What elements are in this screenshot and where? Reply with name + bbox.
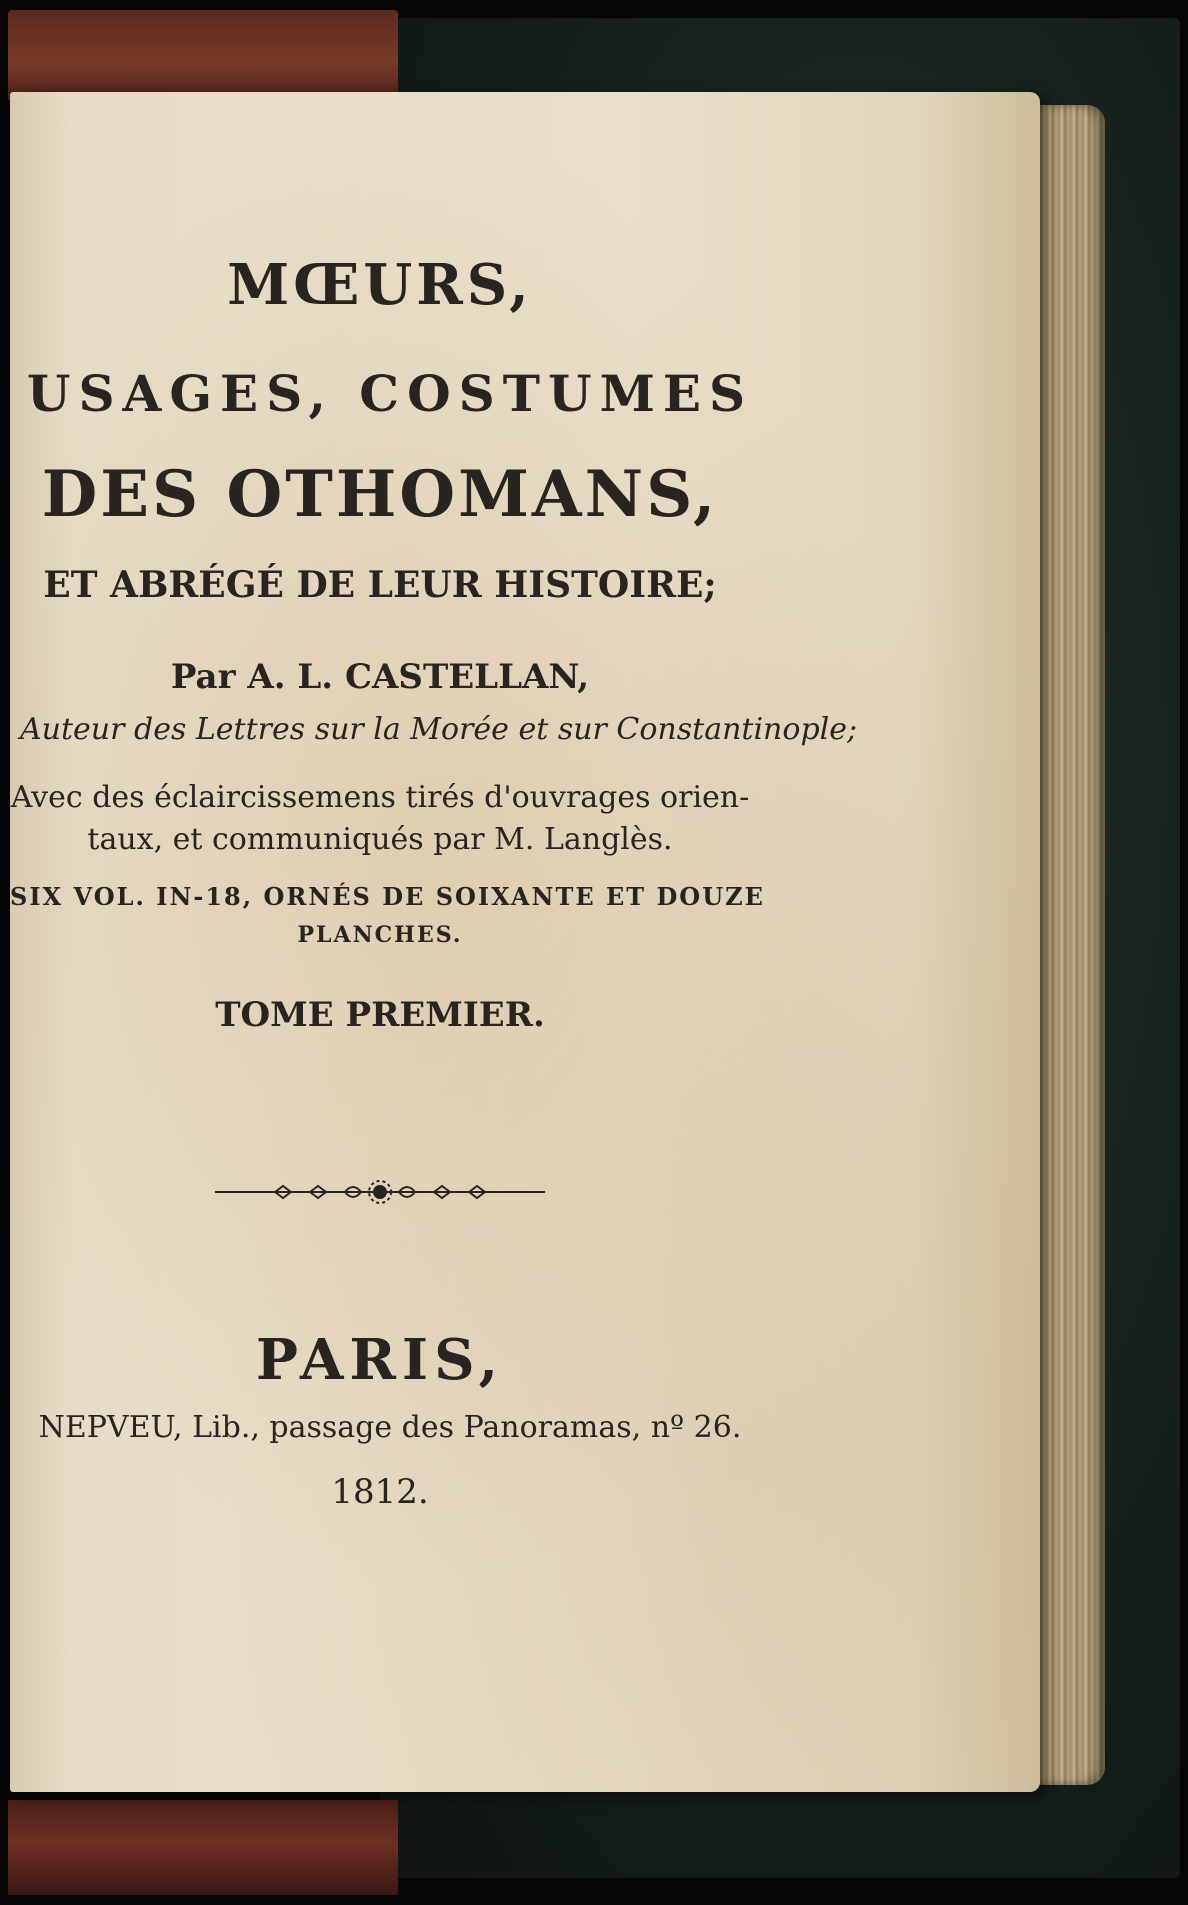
publisher-line: NEPVEU, Lib., passage des Panoramas, nº 26. (38, 1410, 742, 1445)
title-line-3: DES OTHOMANS, (41, 457, 719, 532)
city: PARIS, (255, 1327, 505, 1393)
publication-year: 1812. (331, 1472, 429, 1512)
author-description: Auteur des Lettres sur la Morée et sur Constantinople; (20, 712, 858, 747)
title-line-2: USAGES, COSTUMES (26, 364, 754, 423)
title-page (10, 92, 1040, 1792)
spine-top-corner (8, 10, 398, 100)
author-line: Par A. L. CASTELLAN, (170, 657, 590, 697)
title-line-1: MŒURS, (227, 252, 533, 318)
subtitle: ET ABRÉGÉ DE LEUR HISTOIRE; (43, 564, 717, 606)
clarifications-line-2: taux, et communiqués par M. Langlès. (87, 822, 673, 857)
volumes-line-1: SIX VOL. IN-18, ORNÉS DE SOIXANTE ET DOUZE (10, 882, 765, 911)
tome-label: TOME PREMIER. (215, 995, 545, 1035)
printers-ornament-icon (215, 1177, 545, 1207)
clarifications-line-1: Avec des éclaircissemens tirés d'ouvrages orien- (10, 780, 750, 815)
spine-bottom-corner (8, 1800, 398, 1895)
volumes-line-2: PLANCHES. (297, 922, 463, 948)
